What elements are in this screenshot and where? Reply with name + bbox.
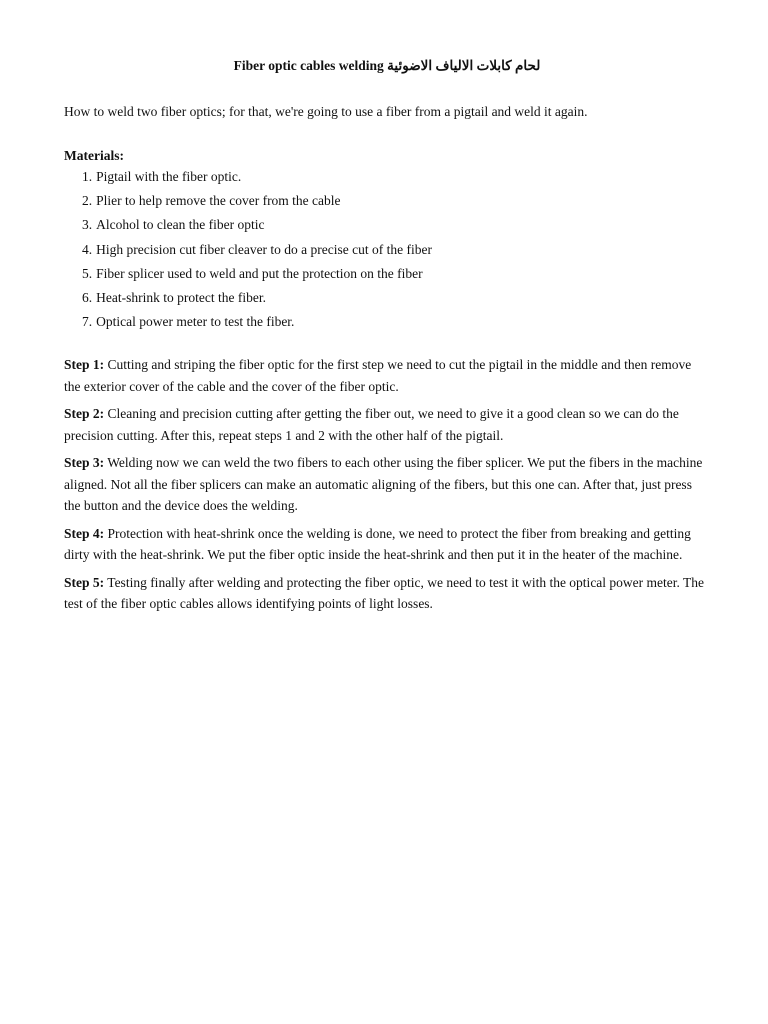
list-item-text: Fiber splicer used to weld and put the protection on the fiber bbox=[96, 265, 423, 281]
document-page bbox=[64, 56, 710, 621]
step-label: Step 2: bbox=[64, 406, 105, 422]
intro-paragraph: How to weld two fiber optics; for that, we're going to use a fiber from a pigtail and weld it again. bbox=[64, 104, 588, 119]
step-text: Cutting and striping the fiber optic for the first step we need to cut the pigtail in the middle and then remove the exterior cover of the cable and the cover of the fiber optic. bbox=[64, 357, 692, 394]
list-item-text: Plier to help remove the cover from the cable bbox=[96, 193, 341, 209]
step-text: Welding now we can weld the two fibers to each other using the fiber splicer. We put the fibers in the machine aligned. Not all the fiber splicers can make an automatic aligning of the fibers, but this one can. After that, just press the button and the device does the welding. bbox=[64, 455, 703, 514]
list-item-number: 6. bbox=[82, 289, 93, 305]
step-paragraph-4 bbox=[64, 523, 710, 566]
step-label: Step 5: bbox=[64, 574, 105, 590]
step-label: Step 3: bbox=[64, 455, 105, 471]
list-item-number: 1. bbox=[82, 169, 93, 184]
document-title-english: Fiber optic cables welding bbox=[233, 58, 384, 73]
step-text: Protection with heat-shrink once the welding is done, we need to protect the fiber from breaking and getting dirty with the heat-shrink. We put the fiber optic inside the heat-shrink and then put it in the heater of the machine. bbox=[64, 525, 691, 563]
steps-section bbox=[64, 354, 710, 615]
materials-list-item bbox=[82, 240, 710, 260]
materials-list-item bbox=[82, 191, 710, 211]
document-title-arabic: لحام كابلات الالياف الاضوئية bbox=[387, 58, 541, 73]
materials-list-item bbox=[82, 312, 710, 332]
document-title bbox=[64, 56, 710, 76]
step-text: Cleaning and precision cutting after getting the fiber out, we need to give it a good clean so we can do the precision cutting. After this, repeat steps 1 and 2 with the other half of the pigtail. bbox=[64, 406, 679, 443]
list-item-text: High precision cut fiber cleaver to do a precise cut of the fiber bbox=[96, 241, 432, 257]
materials-list-item bbox=[82, 215, 710, 235]
list-item-number: 3. bbox=[82, 217, 93, 233]
step-label: Step 4: bbox=[64, 525, 105, 541]
materials-list bbox=[64, 167, 710, 332]
list-item-number: 7. bbox=[82, 314, 93, 330]
step-paragraph-1 bbox=[64, 354, 710, 397]
step-paragraph-3 bbox=[64, 452, 710, 517]
step-label: Step 1: bbox=[64, 357, 105, 373]
step-paragraph-5 bbox=[64, 572, 710, 615]
list-item-text: Pigtail with the fiber optic. bbox=[96, 169, 242, 184]
step-text: Testing finally after welding and protecting the fiber optic, we need to test it with the optical power meter. The test of the fiber optic cables allows identifying points of light losses. bbox=[64, 574, 705, 612]
list-item-text: Heat-shrink to protect the fiber. bbox=[96, 289, 266, 305]
materials-list-item bbox=[82, 167, 710, 187]
materials-list-item bbox=[82, 288, 710, 308]
list-item-number: 5. bbox=[82, 265, 93, 281]
materials-heading: Materials: bbox=[64, 148, 124, 163]
list-item-text: Alcohol to clean the fiber optic bbox=[96, 217, 265, 233]
list-item-text: Optical power meter to test the fiber. bbox=[96, 314, 295, 330]
step-paragraph-2 bbox=[64, 403, 710, 446]
list-item-number: 2. bbox=[82, 193, 93, 209]
materials-list-item bbox=[82, 264, 710, 284]
list-item-number: 4. bbox=[82, 241, 93, 257]
